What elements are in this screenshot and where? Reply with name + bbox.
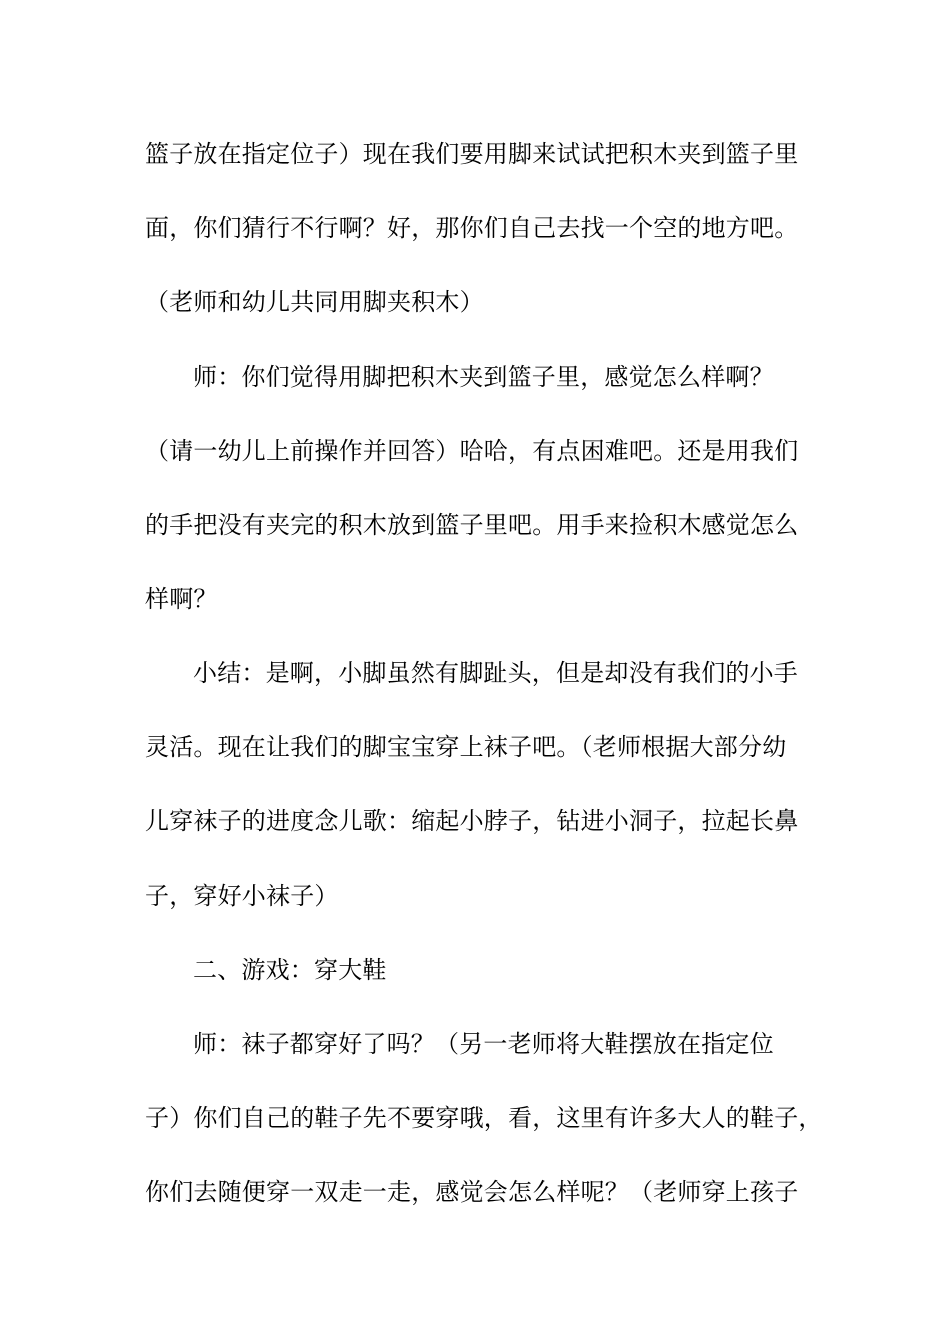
text-line-5: （请一幼儿上前操作并回答）哈哈，有点困难吧。还是用我们 [145,437,799,465]
section-heading: 二、游戏：穿大鞋 [193,956,387,984]
text-line-2: 面，你们猜行不行啊？好，那你们自己去找一个空的地方吧。 [145,214,799,242]
text-line-6: 的手把没有夹完的积木放到篮子里吧。用手来捡积木感觉怎么 [145,511,799,539]
text-line-8: 小结：是啊，小脚虽然有脚趾头，但是却没有我们的小手 [193,659,798,687]
text-line-10: 儿穿袜子的进度念儿歌：缩起小脖子，钻进小洞子，拉起长鼻 [145,807,799,835]
text-line-1: 篮子放在指定位子）现在我们要用脚来试试把积木夹到篮子里 [145,140,799,168]
text-line-7: 样啊？ [145,585,218,613]
text-line-4: 师：你们觉得用脚把积木夹到篮子里，感觉怎么样啊？ [193,363,774,391]
text-line-11: 子，穿好小袜子） [145,882,339,910]
text-line-15: 你们去随便穿一双走一走，感觉会怎么样呢？（老师穿上孩子 [145,1178,799,1206]
text-line-13: 师：袜子都穿好了吗？（另一老师将大鞋摆放在指定位 [193,1030,774,1058]
text-line-3: （老师和幼儿共同用脚夹积木） [145,288,484,316]
text-line-9: 灵活。现在让我们的脚宝宝穿上袜子吧。（老师根据大部分幼 [145,733,787,761]
text-line-14: 子）你们自己的鞋子先不要穿哦，看，这里有许多大人的鞋子， [145,1104,823,1132]
